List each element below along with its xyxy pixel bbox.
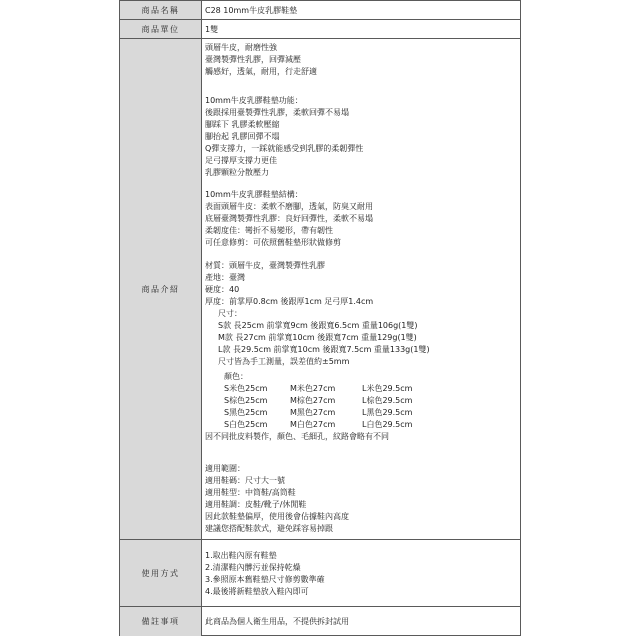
row-product-unit <box>120 19 520 39</box>
value-product-name: C28 10mm牛皮乳膠鞋墊 <box>205 5 298 15</box>
color-cell: L棕色29.5cm <box>362 396 413 405</box>
value-product-unit: 1雙 <box>205 25 219 34</box>
features-block <box>205 42 317 78</box>
color-cell: L黑色29.5cm <box>362 408 413 417</box>
function-line: 後跟採用臺製彈性乳膠，柔軟回彈不易塌 <box>205 108 349 117</box>
feature-line: 觸感好，透氣，耐用，行走舒適 <box>205 67 317 76</box>
color-cell: M白色27cm <box>290 420 336 429</box>
function-line: 腳踩下 乳膠柔軟壓縮 <box>205 120 280 129</box>
usage-step: 2.清潔鞋內髒污並保持乾燥 <box>205 563 301 572</box>
color-row <box>205 407 430 419</box>
function-line: Q彈支撐力，一踩就能感受到乳膠的柔韌彈性 <box>205 144 364 153</box>
structure-line: 柔韌度佳：彎折不易變形，帶有韌性 <box>205 226 333 235</box>
label-note: 備註事項 <box>120 607 202 636</box>
spec-line: 產地：臺灣 <box>205 273 245 282</box>
color-title: 顏色： <box>224 372 248 381</box>
label-product-intro: 商品介紹 <box>120 39 202 540</box>
row-product-name <box>120 1 520 19</box>
spec-line: 材質：頭層牛皮，臺灣製彈性乳膠 <box>205 261 325 270</box>
size-title: 尺寸： <box>218 309 242 318</box>
size-line: L款 長29.5cm 前掌寬10cm 後跟寬7.5cm 重量133g(1雙) <box>218 345 430 354</box>
usage-block <box>205 550 325 598</box>
color-cell: L米色29.5cm <box>362 384 413 393</box>
value-product-intro <box>202 39 520 540</box>
label-product-unit: 商品單位 <box>120 20 202 39</box>
color-row <box>205 419 430 431</box>
color-cell: S黑色25cm <box>224 408 268 417</box>
size-line: M款 長27cm 前掌寬10cm 後跟寬7cm 重量129g(1雙) <box>218 333 417 342</box>
size-line: 尺寸皆為手工測量，誤差值約±5mm <box>218 357 350 366</box>
color-cell: S棕色25cm <box>224 396 268 405</box>
label-product-name: 商品名稱 <box>120 1 202 19</box>
spec-line: 厚度：前掌厚0.8cm 後跟厚1cm 足弓厚1.4cm <box>205 297 374 306</box>
feature-line: 頭層牛皮，耐磨性強 <box>205 43 277 52</box>
structure-title: 10mm牛皮乳膠鞋墊結構： <box>205 190 303 199</box>
color-row <box>205 395 430 407</box>
color-cell: M米色27cm <box>290 384 336 393</box>
apply-line: 建議您搭配鞋款式，避免踩容易掉跟 <box>205 524 333 533</box>
apply-block <box>205 463 349 535</box>
size-line: S款 長25cm 前掌寬9cm 後跟寬6.5cm 重量106g(1雙) <box>218 321 418 330</box>
product-spec-table <box>119 0 521 636</box>
row-product-intro <box>120 38 520 540</box>
color-row <box>205 383 430 395</box>
usage-step: 4.最後將新鞋墊放入鞋內即可 <box>205 587 309 596</box>
apply-line: 適用範圍： <box>205 464 245 473</box>
structure-block <box>205 189 373 249</box>
structure-line: 表面頭層牛皮：柔軟不磨腳，透氣，防臭又耐用 <box>205 202 373 211</box>
function-line: 足弓撐厚支撐力更佳 <box>205 156 277 165</box>
functions-title: 10mm牛皮乳膠鞋墊功能： <box>205 96 303 105</box>
row-usage <box>120 539 520 607</box>
spec-line: 硬度：40 <box>205 285 240 294</box>
specs-block <box>205 260 430 443</box>
apply-line: 適用鞋碼：尺寸大一號 <box>205 476 285 485</box>
structure-line: 底層臺灣製彈性乳膠：良好回彈性，柔軟不易塌 <box>205 214 373 223</box>
structure-line: 可任意修剪：可依照舊鞋墊形狀做修剪 <box>205 238 341 247</box>
usage-step: 1.取出鞋內原有鞋墊 <box>205 551 277 560</box>
leather-note: 因不同批皮料製作，顏色、毛細孔，紋路會略有不同 <box>205 432 389 441</box>
color-cell: M棕色27cm <box>290 396 336 405</box>
color-cell: M黑色27cm <box>290 408 336 417</box>
apply-line: 適用鞋調：皮鞋/靴子/休閒鞋 <box>205 500 307 509</box>
label-usage: 使用方式 <box>120 540 202 607</box>
color-cell: L白色29.5cm <box>362 420 413 429</box>
apply-line: 因此款鞋墊偏厚，使用後會佔據鞋內高度 <box>205 512 349 521</box>
usage-step: 3.參照原本舊鞋墊尺寸修剪數準確 <box>205 575 325 584</box>
feature-line: 臺灣製彈性乳膠，回彈減壓 <box>205 55 301 64</box>
color-cell: S米色25cm <box>224 384 268 393</box>
row-note <box>120 606 520 636</box>
function-line: 乳膠顆粒分散壓力 <box>205 168 269 177</box>
functions-block <box>205 95 363 179</box>
color-cell: S白色25cm <box>224 420 268 429</box>
function-line: 腳抬起 乳膠回彈不塌 <box>205 132 280 141</box>
apply-line: 適用鞋型：中筒鞋/高筒鞋 <box>205 488 296 497</box>
value-usage <box>202 540 520 607</box>
value-note: 此商品為個人衛生用品，不提供拆封試用 <box>205 617 349 626</box>
